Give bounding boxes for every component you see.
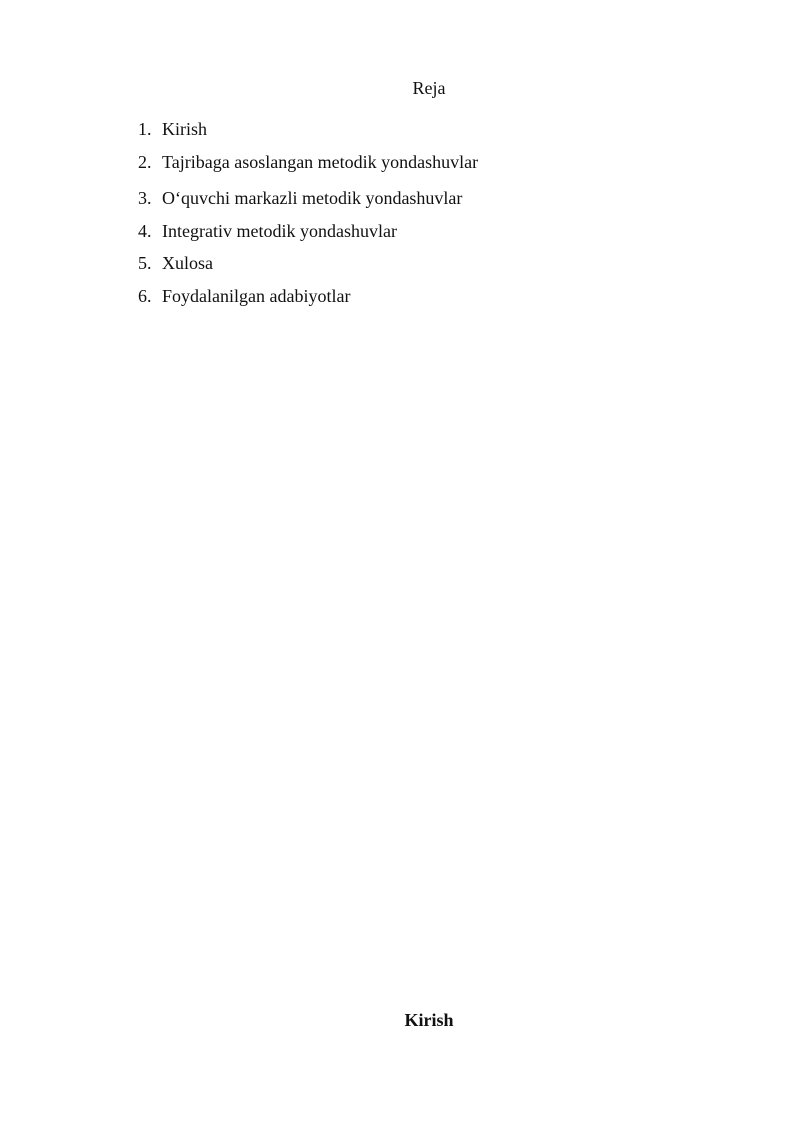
- toc-item-text: Xulosa: [162, 253, 213, 274]
- toc-item: [138, 150, 478, 174]
- toc-item-text: O‘quvchi markazli metodik yondashuvlar: [162, 187, 463, 208]
- toc-item-number: 2.: [138, 151, 152, 172]
- toc-item-number: 4.: [138, 220, 152, 241]
- toc-item: [138, 251, 478, 275]
- toc-item-text: Foydalanilgan adabiyotlar: [162, 286, 351, 307]
- toc-item-text: Kirish: [162, 119, 207, 139]
- toc-item: [138, 117, 478, 141]
- toc-item-number: 1.: [138, 119, 152, 139]
- table-of-contents: [138, 117, 478, 317]
- toc-item: [138, 284, 478, 308]
- toc-item-number: 6.: [138, 286, 152, 307]
- toc-item: [138, 219, 478, 243]
- page-title: Reja: [412, 78, 446, 98]
- toc-item-number: 5.: [138, 253, 152, 274]
- toc-item-text: Tajribaga asoslangan metodik yondashuvlar: [162, 151, 479, 172]
- section-heading: Kirish: [404, 1010, 454, 1030]
- toc-item-text: Integrativ metodik yondashuvlar: [162, 220, 397, 241]
- toc-item-number: 3.: [138, 187, 152, 208]
- toc-item: [138, 186, 478, 210]
